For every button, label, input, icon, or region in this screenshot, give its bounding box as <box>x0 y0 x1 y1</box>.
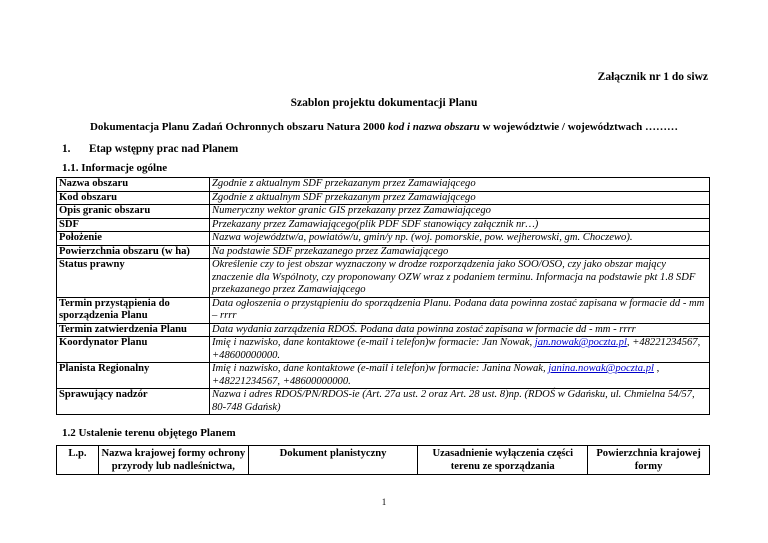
email-link[interactable]: jan.nowak@poczta.pl <box>534 337 627 348</box>
section-1-2-heading: 1.2 Ustalenie terenu objętego Planem <box>62 427 236 439</box>
header-planning-document: Dokument planistyczny <box>248 446 418 475</box>
info-value: Nazwa i adres RDOŚ/PN/RDOS-ie (Art. 27a ust. 2 oraz Art. 28 ust. 8)np. (RDOŚ w Gdańsku, ul. Chmielna 54/57, 80-748 Gdańsk) <box>210 389 710 415</box>
header-protection-form-name: Nazwa krajowej formy ochrony przyrody lub nadleśnictwa, <box>98 446 248 475</box>
email-link[interactable]: janina.nowak@poczta.pl <box>548 363 654 374</box>
info-value: Przekazany przez Zamawiającego(plik PDF SDF stanowiący załącznik nr…) <box>210 218 710 232</box>
document-title-part2: w województwie / województwach ……… <box>479 121 679 133</box>
info-row <box>57 178 710 192</box>
general-info-table-body <box>57 178 710 415</box>
info-label: Opis granic obszaru <box>57 205 210 219</box>
section-1-heading <box>62 143 238 155</box>
page-number: 1 <box>381 497 387 507</box>
info-value-text: , +48221234567, +48600000000. <box>212 363 660 387</box>
info-row <box>57 337 710 363</box>
section-1-1-heading: 1.1. Informacje ogólne <box>62 162 168 174</box>
info-label: Położenie <box>57 232 210 246</box>
info-row <box>57 205 710 219</box>
area-table <box>56 445 710 475</box>
info-value: Numeryczny wektor granic GIS przekazany przez Zamawiającego <box>210 205 710 219</box>
info-row <box>57 297 710 323</box>
info-value: Nazwa województw/a, powiatów/u, gmin/y np. (woj. pomorskie, pow. wejherowski, gm. Choczewo). <box>210 232 710 246</box>
header-exclusion-justification: Uzasadnienie wyłączenia części terenu ze sporządzania <box>418 446 588 475</box>
info-value: Na podstawie SDF przekazanego przez Zamawiającego <box>210 245 710 259</box>
info-row <box>57 232 710 246</box>
info-value: Zgodnie z aktualnym SDF przekazanym przez Zamawiającego <box>210 178 710 192</box>
document-title-italic: kod i nazwa obszaru <box>387 121 480 133</box>
info-label: Planista Regionalny <box>57 363 210 389</box>
annex-label: Załącznik nr 1 do siwz <box>597 71 708 83</box>
section-1-number: 1. <box>62 143 71 155</box>
template-title: Szablon projektu dokumentacji Planu <box>290 97 478 109</box>
info-value <box>210 337 710 363</box>
info-label: Kod obszaru <box>57 191 210 205</box>
general-info-table <box>56 177 710 415</box>
info-value-text: Imię i nazwisko, dane kontaktowe (e-mail i telefon)w formacie: Jan Nowak, <box>212 337 535 348</box>
info-row <box>57 389 710 415</box>
info-row <box>57 218 710 232</box>
info-value-text: , +48221234567, +48600000000. <box>212 337 701 361</box>
info-label: Status prawny <box>57 259 210 298</box>
section-1-title: Etap wstępny prac nad Planem <box>89 143 239 155</box>
info-label: Koordynator Planu <box>57 337 210 363</box>
info-value: Określenie czy to jest obszar wyznaczony w drodze rozporządzenia jako SOO/OSO, czy jako obszar mający znaczenie dla Wspólnoty, czy proponowany OZW wraz z podaniem terminu. Informacja na podstawie pkt 1.8 SDF przekazanego przez Zamawiającego <box>210 259 710 298</box>
document-title-part1: Dokumentacja Planu Zadań Ochronnych obszaru Natura 2000 <box>89 121 388 133</box>
info-value: Data ogłoszenia o przystąpieniu do sporządzenia Planu. Podana data powinna zostać zapisana w formacie dd - mm – rrrr <box>210 297 710 323</box>
info-value-text: Imię i nazwisko, dane kontaktowe (e-mail i telefon)w formacie: Janina Nowak, <box>212 363 549 374</box>
info-row <box>57 259 710 298</box>
area-table-header-row <box>57 446 710 475</box>
info-label: SDF <box>57 218 210 232</box>
header-area: Powierzchnia krajowej formy <box>588 446 710 475</box>
info-label: Sprawujący nadzór <box>57 389 210 415</box>
info-row <box>57 363 710 389</box>
info-label: Termin zatwierdzenia Planu <box>57 323 210 337</box>
info-label: Nazwa obszaru <box>57 178 210 192</box>
info-row <box>57 245 710 259</box>
info-label: Termin przystąpienia do sporządzenia Planu <box>57 297 210 323</box>
document-title <box>0 121 768 133</box>
info-value: Data wydania zarządzenia RDOŚ. Podana data powinna zostać zapisana w formacie dd - mm - rrrr <box>210 323 710 337</box>
info-row <box>57 323 710 337</box>
info-value: Zgodnie z aktualnym SDF przekazanym przez Zamawiającego <box>210 191 710 205</box>
info-row <box>57 191 710 205</box>
info-label: Powierzchnia obszaru (w ha) <box>57 245 210 259</box>
info-value <box>210 363 710 389</box>
header-lp: L.p. <box>57 446 99 475</box>
